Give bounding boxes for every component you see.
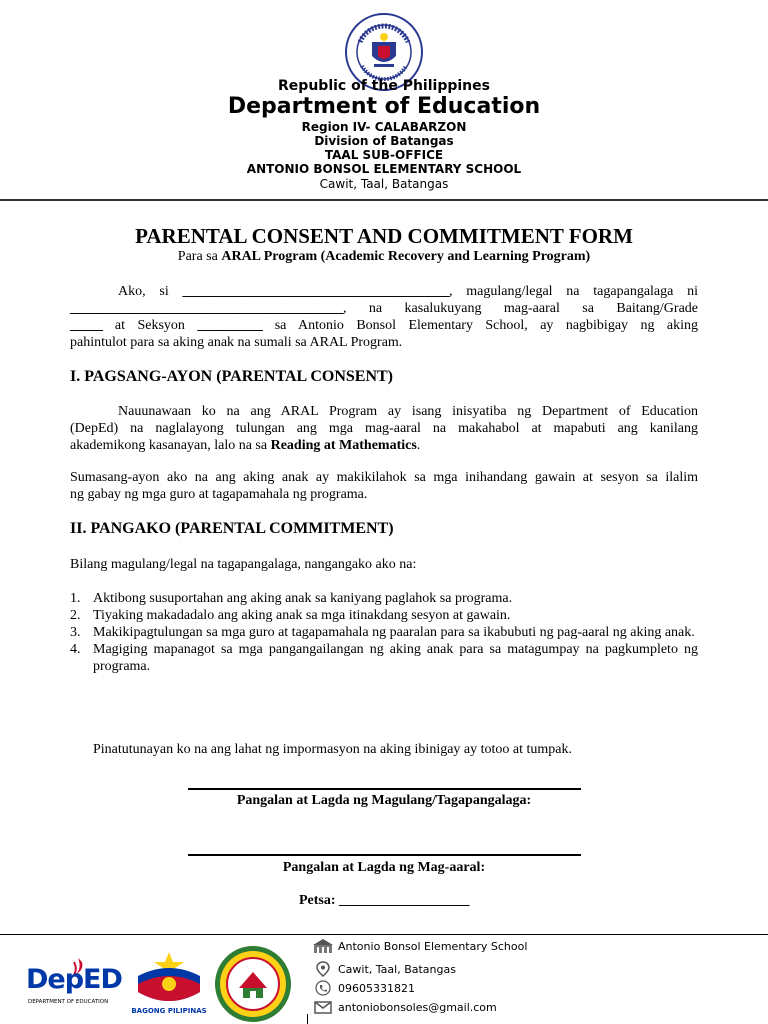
consent-text: akademikong kasanayan, lalo na sa xyxy=(70,438,271,453)
contact-address xyxy=(312,961,456,977)
school-heading: ANTONIO BONSOL ELEMENTARY SCHOOL xyxy=(246,162,522,176)
intro-text: sa Antonio Bonsol Elementary School, ay nagbibigay ng aking xyxy=(262,318,698,333)
header-divider xyxy=(0,199,768,201)
student-name-blank[interactable]: __________________________________________ xyxy=(70,301,343,316)
footer-mark xyxy=(307,1014,308,1024)
list-text: Makikipagtulungan sa mga guro at tagapamahala ng paaralan para sa ikabubuti ng pag-aaral ng aking anak. xyxy=(93,625,695,640)
list-text: Magiging mapanagot sa mga pangangailangan ng aking anak para sa matagumpay na pagkumpleto ng programa. xyxy=(93,642,698,674)
intro-line-3 xyxy=(70,317,698,334)
phone-icon xyxy=(312,980,334,996)
list-item xyxy=(70,607,698,624)
parent-signature-line[interactable] xyxy=(188,788,581,790)
suboffice-heading: TAAL SUB-OFFICE xyxy=(324,148,444,162)
date-blank[interactable]: ____________________ xyxy=(339,893,470,908)
letterhead xyxy=(0,0,768,200)
intro-line-4: pahintulot para sa aking anak na sumali sa ARAL Program. xyxy=(70,335,403,350)
contact-school xyxy=(312,938,527,954)
deped-subtext: DEPARTMENT OF EDUCATION xyxy=(28,999,109,1005)
consent-line xyxy=(70,437,698,454)
list-text: Aktibong susuportahan ang aking anak sa kaniyang paglahok sa programa. xyxy=(93,591,513,606)
list-number: 3. xyxy=(70,625,81,640)
contact-address-text: Cawit, Taal, Batangas xyxy=(338,962,456,976)
consent-line: ng gabay ng mga guro at tagapamahala ng programa. xyxy=(70,487,368,502)
intro-line-1 xyxy=(70,283,698,300)
commitment-heading: II. PANGAKO (PARENTAL COMMITMENT) xyxy=(70,520,394,537)
intro-text: at Seksyon xyxy=(102,318,198,333)
bagong-pilipinas-icon xyxy=(130,946,208,1008)
bagong-pilipinas-label: BAGONG PILIPINAS xyxy=(131,1007,207,1015)
list-number: 4. xyxy=(70,642,81,657)
list-number: 1. xyxy=(70,591,81,606)
grade-blank[interactable]: _____ xyxy=(70,318,103,333)
deped-logo xyxy=(26,954,122,1014)
contact-email xyxy=(312,999,497,1015)
consent-line: Sumasang-ayon ako na ang aking anak ay makikilahok sa mga inihandang gawain at sesyon sa ilalim xyxy=(70,470,698,485)
consent-paragraph-2 xyxy=(70,469,698,503)
parent-name-blank[interactable]: _________________________________________ xyxy=(182,284,449,299)
deped-wordmark: DepED xyxy=(26,964,122,995)
division-heading: Division of Batangas xyxy=(314,134,454,148)
intro-line-2 xyxy=(70,300,698,317)
consent-line: Nauunawaan ko na ang ARAL Program ay isang inisyatiba ng Department of Education xyxy=(118,404,698,419)
student-signature-label: Pangalan at Lagda ng Mag-aaral: xyxy=(282,860,486,875)
email-icon xyxy=(312,999,334,1015)
contact-school-text: Antonio Bonsol Elementary School xyxy=(338,939,528,953)
region-heading: Region IV- CALABARZON xyxy=(301,120,467,134)
intro-text: , magulang/legal na tagapangalaga ni xyxy=(448,284,698,299)
school-building-icon xyxy=(312,938,334,954)
section-blank[interactable]: __________ xyxy=(197,318,263,333)
form-subtitle xyxy=(0,249,768,265)
republic-heading: Republic of the Philippines xyxy=(278,78,490,94)
attestation xyxy=(70,741,698,758)
footer-divider xyxy=(0,934,768,935)
student-signature-line[interactable] xyxy=(188,854,581,856)
commitment-lead-text: Bilang magulang/legal na tagapangalaga, nangangako ako na: xyxy=(70,557,417,572)
commitment-lead xyxy=(70,556,698,573)
consent-line: (DepEd) na naglalayong tulungan ang mga mag-aaral na makahabol at mapabuti ang kanilang xyxy=(70,421,698,436)
list-item xyxy=(70,590,698,607)
form-title: PARENTAL CONSENT AND COMMITMENT FORM xyxy=(135,224,633,248)
bagong-pilipinas-logo xyxy=(130,946,208,1018)
list-text: Tiyaking makadadalo ang aking anak sa mga itinakdang sesyon at gawain. xyxy=(93,608,511,623)
consent-subjects: Reading at Mathematics xyxy=(270,438,417,453)
commitment-list xyxy=(70,590,698,675)
subtitle-prefix: Para sa xyxy=(177,249,222,264)
parent-signature-label: Pangalan at Lagda ng Magulang/Tagapangalaga: xyxy=(236,793,532,808)
consent-paragraph-1 xyxy=(70,403,698,454)
intro-text: Ako, si xyxy=(118,284,183,299)
intro-text: , na kasalukuyang mag-aaral sa Baitang/Grade xyxy=(343,301,698,316)
date-label: Petsa: xyxy=(298,893,340,908)
contact-phone-text: 09605331821 xyxy=(338,981,415,995)
contact-phone xyxy=(312,980,415,996)
attestation-text: Pinatutunayan ko na ang lahat ng impormasyon na aking ibinigay ay totoo at tumpak. xyxy=(93,742,573,757)
school-seal-icon xyxy=(213,944,293,1024)
contact-email-text[interactable]: antoniobonsoles@gmail.com xyxy=(338,1000,497,1014)
list-item xyxy=(70,641,698,675)
intro-paragraph xyxy=(70,283,698,351)
location-pin-icon xyxy=(312,961,334,977)
department-heading: Department of Education xyxy=(227,94,541,119)
subtitle-program: ARAL Program (Academic Recovery and Learning Program) xyxy=(221,249,591,264)
list-number: 2. xyxy=(70,608,81,623)
date-field xyxy=(0,893,768,909)
consent-heading: I. PAGSANG-AYON (PARENTAL CONSENT) xyxy=(70,368,393,385)
list-item xyxy=(70,624,698,641)
town-heading: Cawit, Taal, Batangas xyxy=(319,177,449,191)
consent-text: . xyxy=(416,438,421,453)
